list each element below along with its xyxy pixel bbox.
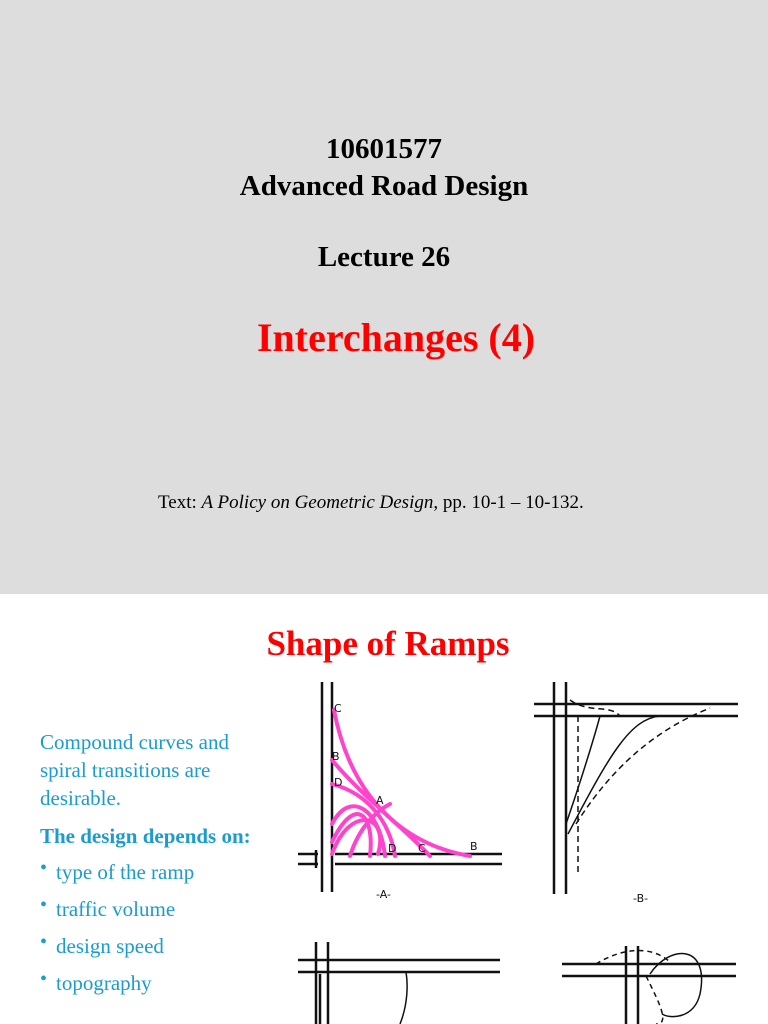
ramp-shapes-figure (290, 674, 760, 1024)
panel-a (298, 682, 502, 892)
bullet-icon: • (40, 931, 48, 953)
panel-b-label: -B- (633, 892, 649, 905)
curve-label: C (334, 702, 342, 715)
list-item (40, 858, 265, 886)
bullet-icon: • (40, 968, 48, 990)
curve-label: B (470, 840, 478, 853)
panel-b (534, 682, 738, 894)
lecture-topic: Interchanges (4) (256, 315, 536, 360)
factor-label: design speed (56, 934, 164, 958)
course-number: 10601577 (326, 133, 442, 165)
curve-label: D (388, 842, 397, 855)
factor-label: traffic volume (56, 897, 176, 921)
content-slide (0, 594, 768, 1024)
slide-title: Shape of Ramps (266, 624, 510, 663)
factor-label: type of the ramp (56, 860, 195, 884)
panel-b-dashed (570, 700, 710, 874)
curve-label: A (376, 794, 384, 807)
bullet-icon: • (40, 857, 48, 879)
factor-list (40, 858, 265, 997)
intro-text: Compound curves and spiral transitions are desirable. (40, 730, 229, 810)
reference-book: A Policy on Geometric Design (201, 492, 434, 513)
reference-prefix: Text: (158, 492, 202, 513)
panel-c (298, 942, 500, 1024)
lecture-number: Lecture 26 (317, 241, 451, 273)
body-text (40, 728, 265, 1006)
course-title: Advanced Road Design (239, 170, 529, 202)
list-item (40, 895, 265, 923)
depends-heading: The design depends on: (40, 824, 251, 848)
factor-label: topography (56, 971, 152, 995)
ramp-curves (332, 710, 470, 856)
panel-d-dashed (596, 950, 670, 1024)
course-heading (0, 131, 768, 205)
curve-label: B (332, 750, 340, 763)
list-item (40, 969, 265, 997)
reference-pages: , pp. 10-1 – 10-132. (433, 492, 584, 513)
panel-d (562, 946, 736, 1024)
curve-label: C (418, 842, 426, 855)
bullet-icon: • (40, 894, 48, 916)
reference-text (158, 492, 584, 514)
curve-label: D (334, 776, 343, 789)
panel-a-label: -A- (376, 888, 391, 901)
list-item (40, 932, 265, 960)
